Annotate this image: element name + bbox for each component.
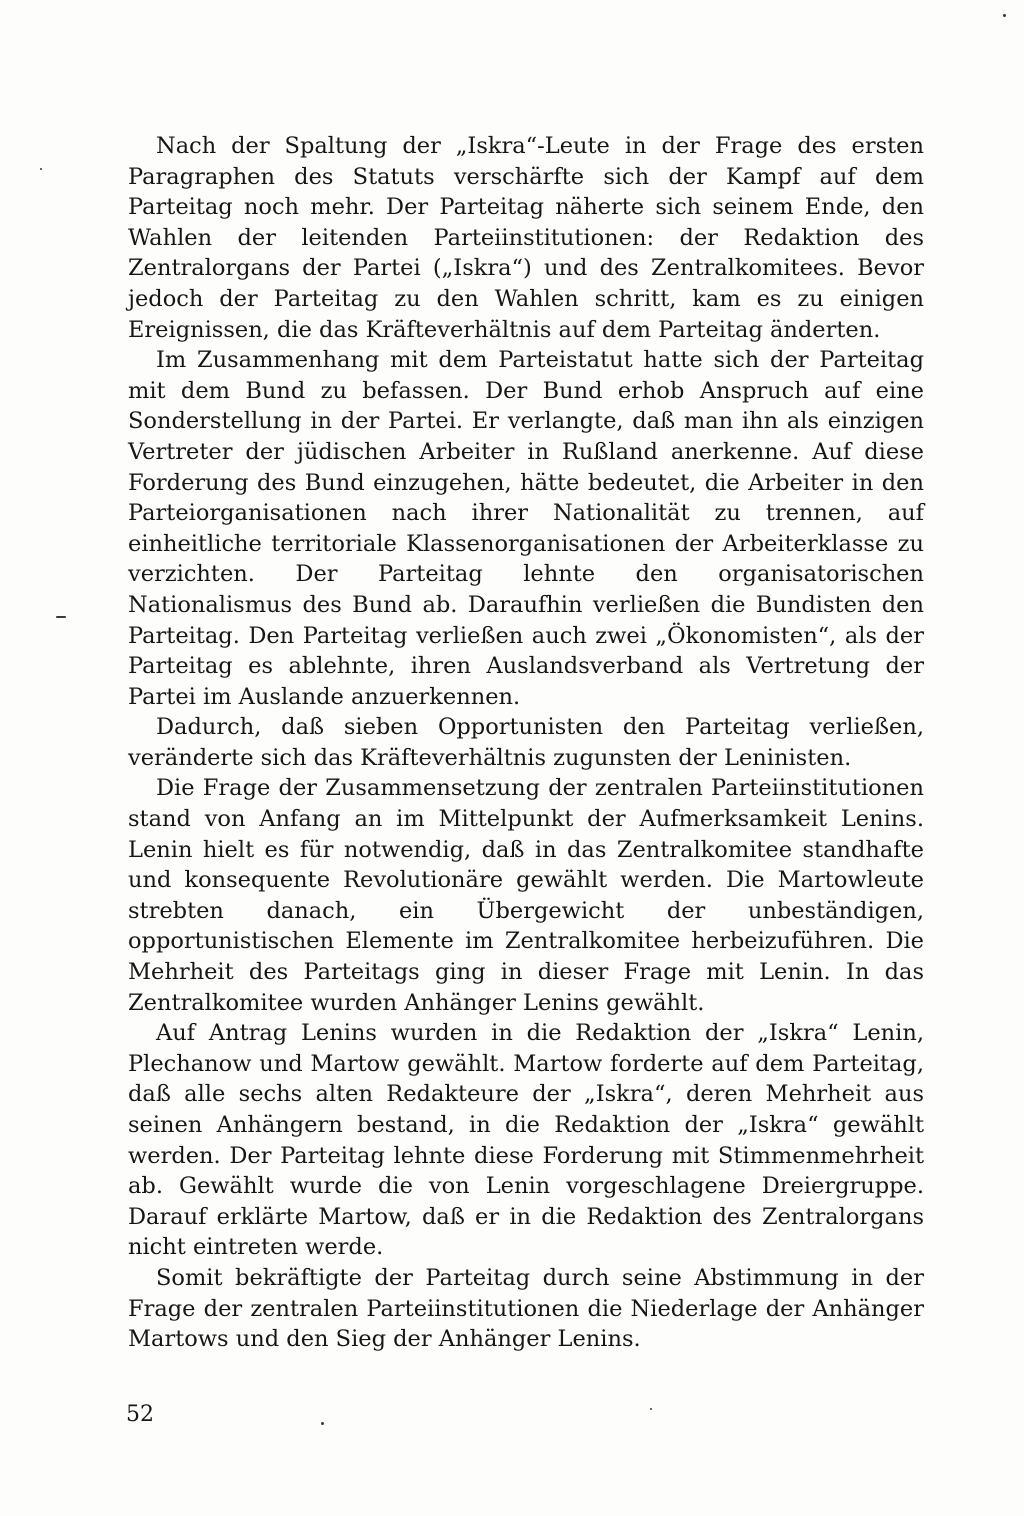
print-speck [321, 1422, 324, 1425]
paragraph-central-committee: Die Frage der Zusammensetzung der zentralen Parteiinstitutionen stand von Anfang an im Mittelpunkt der Aufmerksamkeit Lenins. Lenin hielt es für notwendig, daß in das Zentralkomitee standhafte und konsequente Revolutionäre gewählt werden. Die Martowleute strebten danach, ein Übergewicht der unbeständigen, opportunistischen Elemente im Zentralkomitee herbeizuführen. Die Mehrheit des Parteitags ging in dieser Frage mit Lenin. In das Zentralkomitee wurden Anhänger Lenins gewählt. [128, 775, 924, 1016]
paragraph-conclusion: Somit bekräftigte der Parteitag durch seine Abstimmung in der Frage der zentralen Parteiinstitutionen die Niederlage der Anhänger Martows und den Sieg der Anhänger Lenins. [128, 1264, 924, 1353]
paragraph-bund: Im Zusammenhang mit dem Parteistatut hatte sich der Parteitag mit dem Bund zu befassen. Der Bund erhob Anspruch auf eine Sonderstellung in der Partei. Er verlangte, daß man ihn als einzigen Vertreter der jüdischen Arbeiter in Rußland anerkenne. Auf diese Forderung des Bund einzugehen, hätte bedeutet, die Arbeiter in den Parteiorganisationen nach ihrer Nationalität zu trennen, auf einheitliche territoriale Klassenorganisationen der Arbeiterklasse zu verzichten. Der Parteitag lehnte den organisatorischen Nationalismus des Bund ab. Daraufhin verließen die Bundisten den Parteitag. Den Parteitag verließen auch zwei „Ökonomisten“, als der Parteitag es ablehnte, ihren Auslandsverband als Vertretung der Partei im Auslande anzuerkennen. [128, 347, 924, 710]
page-number: 52 [126, 1402, 154, 1427]
print-speck [56, 616, 66, 618]
print-speck [1003, 14, 1006, 17]
paragraph-iskra-split: Nach der Spaltung der „Iskra“-Leute in der Frage des ersten Paragraphen des Statuts verschärfte sich der Kampf auf dem Parteitag noch mehr. Der Parteitag näherte sich seinem Ende, den Wahlen der leitenden Parteiinstitutionen: der Redaktion des Zentralorgans der Partei („Iskra“) und des Zentralkomitees. Bevor jedoch der Parteitag zu den Wahlen schritt, kam es zu einigen Ereignissen, die das Kräfteverhältnis auf dem Parteitag änderten. [128, 133, 924, 343]
body-text [128, 131, 924, 1355]
print-speck [650, 1408, 652, 1410]
print-speck [40, 168, 42, 170]
paragraph-iskra-editorial: Auf Antrag Lenins wurden in die Redaktion der „Iskra“ Lenin, Plechanow und Martow gewählt. Martow forderte auf dem Parteitag, daß alle sechs alten Redakteure der „Iskra“, deren Mehrheit aus seinen Anhängern bestand, in die Redaktion der „Iskra“ gewählt werden. Der Parteitag lehnte diese Forderung mit Stimmenmehrheit ab. Gewählt wurde die von Lenin vorgeschlagene Dreiergruppe. Darauf erklärte Martow, daß er in die Redaktion des Zentralorgans nicht eintreten werde. [128, 1020, 924, 1261]
paragraph-opportunists-left: Dadurch, daß sieben Opportunisten den Parteitag verließen, veränderte sich das Kräfteverhältnis zugunsten der Leninisten. [128, 714, 924, 771]
